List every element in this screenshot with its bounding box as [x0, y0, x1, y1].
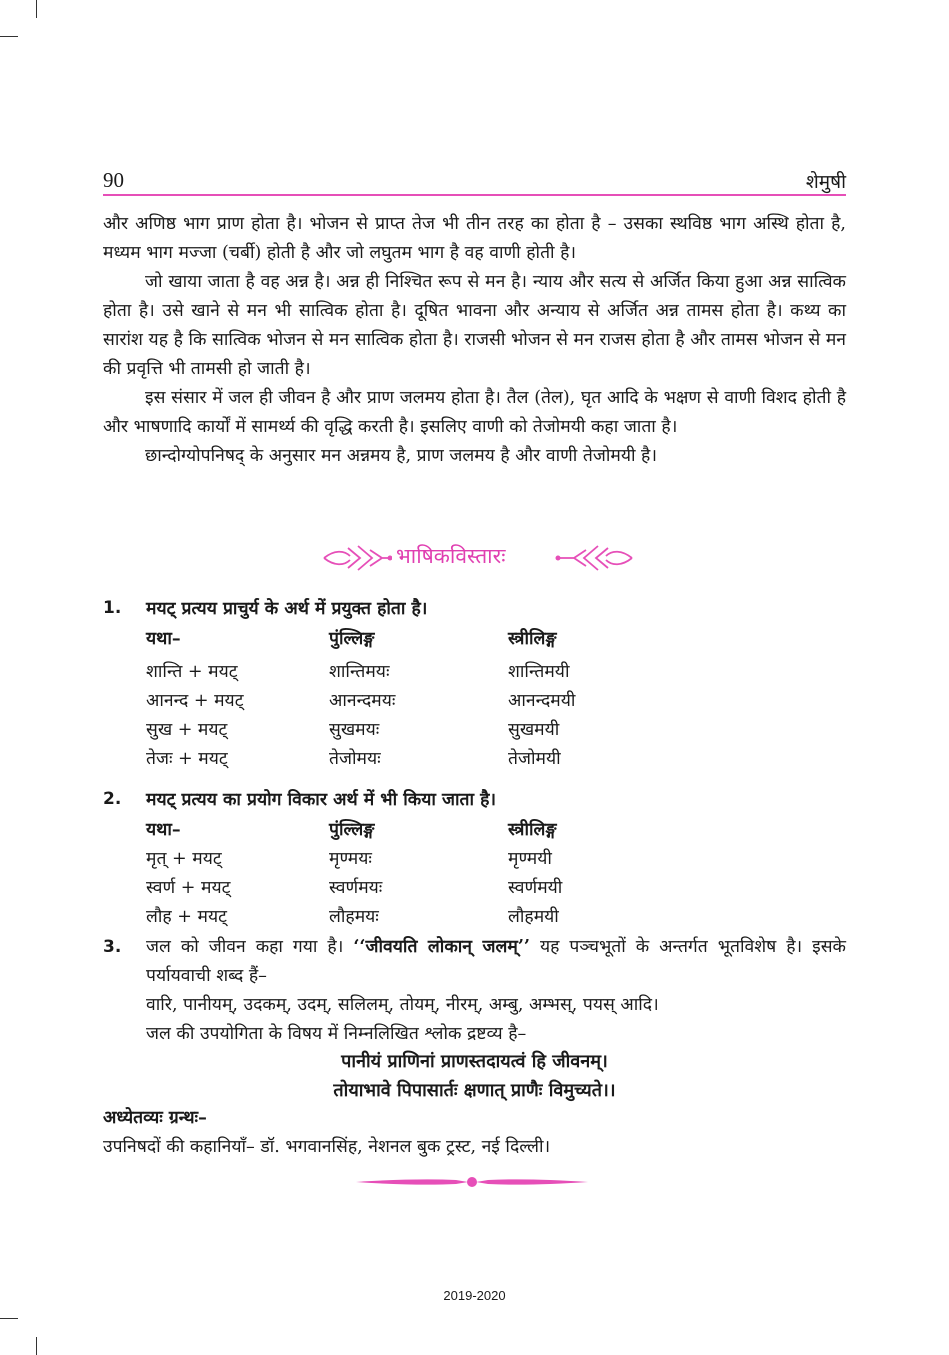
cell: लौहमयः — [329, 907, 379, 927]
ornament-left-icon — [320, 540, 392, 576]
cell: सुख + मयट् — [146, 720, 228, 740]
col-header: यथा– — [146, 629, 181, 649]
cell: तेजः + मयट् — [146, 749, 228, 769]
col-header: यथा– — [146, 820, 181, 840]
cell: सुखमयः — [329, 720, 380, 740]
col-header: स्त्रीलिङ्ग — [508, 629, 557, 649]
cell: आनन्दमयी — [508, 691, 576, 711]
text: यह पञ्चभूतों के अन्तर्गत भूतविशेष है। इसके पर्यायवाची शब्द हैं– — [146, 937, 847, 986]
page-header — [103, 168, 846, 192]
cell: आनन्दमयः — [329, 691, 396, 711]
verse-line: तोयाभावे पिपासार्तः क्षणात् प्राणैः विमुच्यते।। — [333, 1080, 616, 1101]
section-banner — [320, 540, 636, 576]
section-title: मयट् प्रत्यय का प्रयोग विकार अर्थ में भी किया जाता है। — [146, 790, 497, 810]
section-1 — [103, 596, 846, 776]
paragraph: छान्दोग्योपनिषद् के अनुसार मन अन्नमय है, प्राण जलमय है और वाणी तेजोमयी है। — [145, 446, 657, 466]
paragraph: और अणिष्ठ भाग प्राण होता है। भोजन से प्राप्त तेज भी तीन तरह का होता है – उसका स्थविष्ठ भाग अस्थि होता है, मध्यम भाग मज्जा (चर्बी) होती है और जो लघुतम भाग है वह वाणी होती है। — [103, 214, 846, 263]
crop-mark — [36, 0, 37, 18]
cell: लौह + मयट् — [146, 907, 227, 927]
footer-year: 2019-2020 — [443, 1288, 506, 1303]
running-head: शेमुषी — [805, 171, 846, 193]
table-header — [146, 817, 846, 845]
banner-title: भाषिकविस्तारः — [396, 544, 506, 568]
paragraph: जो खाया जाता है वह अन्न है। अन्न ही निश्चित रूप से मन है। न्याय और सत्य से अर्जित किया हुआ अन्न सात्विक होता है। उसे खाने से मन भी सात्विक होता है। दूषित भावना और अन्याय से अर्जित अन्न तामस होता है। कथ्य का सारांश यह है कि सात्विक भोजन से मन सात्विक होता है। राजसी भोजन से मन राजस होता है और तामस भोजन से मन की प्रवृत्ति भी तामसी हो जाती है। — [103, 272, 846, 379]
section-2 — [103, 787, 846, 937]
cell: मृण्मयी — [508, 849, 552, 869]
cell: शान्ति + मयट् — [146, 662, 238, 682]
cell: लौहमयी — [508, 907, 559, 927]
crop-mark — [0, 1318, 18, 1319]
body-text — [103, 210, 846, 471]
item-number: 3. — [103, 937, 122, 957]
ornament-right-icon — [546, 540, 636, 576]
text: जल को जीवन कहा गया है। — [146, 937, 354, 957]
table-header — [146, 626, 846, 654]
table-row — [146, 688, 846, 716]
divider-ornament-icon — [356, 1175, 588, 1189]
verse-line: पानीयं प्राणिनां प्राणस्तदायत्वं हि जीवनम्। — [341, 1051, 608, 1072]
table-row — [146, 875, 846, 903]
reading-line: उपनिषदों की कहानियाँ– डॉ. भगवानसिंह, नेशनल बुक ट्रस्ट, नई दिल्ली। — [103, 1137, 551, 1157]
sloka-intro: जल की उपयोगिता के विषय में निम्नलिखित श्लोक द्रष्टव्य है– — [146, 1024, 527, 1044]
cell: तेजोमयी — [508, 749, 561, 769]
crop-mark — [36, 1337, 37, 1355]
synonyms: वारि, पानीयम्, उदकम्, उदम्, सलिलम्, तोयम्, नीरम्, अम्बु, अम्भस्, पयस् आदि। — [146, 995, 659, 1015]
col-header: स्त्रीलिङ्ग — [508, 820, 557, 840]
reading-title: अध्येतव्यः ग्रन्थः– — [103, 1108, 207, 1128]
table-row — [146, 846, 846, 874]
cell: स्वर्ण + मयट् — [146, 878, 231, 898]
table-row — [146, 746, 846, 774]
col-header: पुंल्लिङ्ग — [329, 629, 375, 649]
section-title: मयट् प्रत्यय प्राचुर्य के अर्थ में प्रयुक्त होता है। — [146, 599, 428, 619]
table-row — [146, 659, 846, 687]
col-header: पुंल्लिङ्ग — [329, 820, 375, 840]
cell: तेजोमयः — [329, 749, 381, 769]
cell: स्वर्णमयी — [508, 878, 563, 898]
item-number: 1. — [103, 598, 122, 618]
crop-mark — [0, 36, 18, 37]
quote: ‘‘जीवयति लोकान् जलम्’’ — [353, 937, 531, 957]
cell: आनन्द + मयट् — [146, 691, 244, 711]
cell: सुखमयी — [508, 720, 560, 740]
cell: स्वर्णमयः — [329, 878, 383, 898]
item-number: 2. — [103, 789, 122, 809]
table-row — [146, 904, 846, 932]
table-row — [146, 717, 846, 745]
paragraph: इस संसार में जल ही जीवन है और प्राण जलमय होता है। तैल (तेल), घृत आदि के भक्षण से वाणी विशद होती है और भाषणादि कार्यों में सामर्थ्य की वृद्धि करती है। इसलिए वाणी को तेजोमयी कहा जाता है। — [103, 388, 846, 437]
section-3 — [103, 933, 846, 1101]
cell: मृत् + मयट् — [146, 849, 222, 869]
section-3-text — [146, 933, 846, 991]
cell: शान्तिमयः — [329, 662, 390, 682]
cell: शान्तिमयी — [508, 662, 570, 682]
header-rule — [103, 194, 846, 196]
page-number: 90 — [103, 168, 124, 192]
cell: मृण्मयः — [329, 849, 372, 869]
